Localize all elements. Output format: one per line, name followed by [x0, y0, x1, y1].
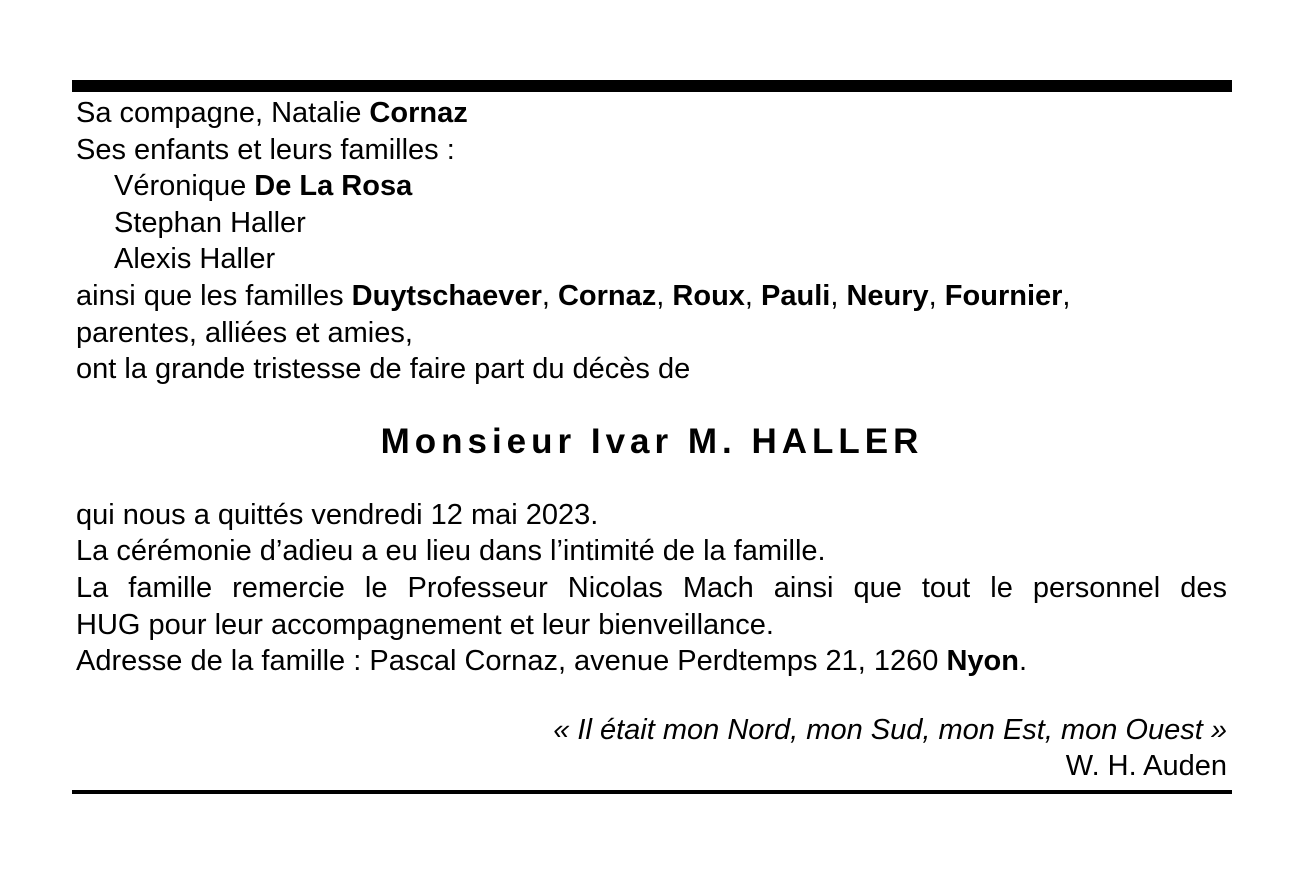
thanks-line-1: La famille remercie le Professeur Nicolas Mach ainsi que tout le personnel des [76, 571, 1227, 604]
bottom-rule [72, 790, 1232, 794]
quote-author: W. H. Auden [1065, 750, 1227, 783]
child-surname: De La Rosa [254, 170, 413, 203]
thanks-paragraph [76, 570, 1227, 643]
quote-block [72, 712, 1232, 785]
partner-surname: Cornaz [369, 97, 468, 129]
child-name: Alexis Haller [114, 243, 276, 276]
families-separator: , [744, 279, 762, 312]
address-end: . [1018, 645, 1028, 678]
announcement-line: ont la grande tristesse de faire part du décès de [76, 353, 691, 386]
partner-prefix: Sa compagne, Natalie [76, 97, 370, 129]
families-end: , [1062, 279, 1071, 312]
family-name: Pauli [761, 279, 831, 312]
children-heading: Ses enfants et leurs familles : [76, 133, 455, 166]
deceased-name: Monsieur Ivar M. HALLER [380, 421, 924, 461]
family-name: Cornaz [557, 279, 657, 312]
details [72, 497, 1232, 680]
child-line-3 [76, 241, 1227, 278]
families-separator: , [656, 279, 673, 312]
families-separator: , [928, 279, 945, 312]
families-separator: , [541, 279, 558, 312]
child-name: Stephan Haller [114, 206, 306, 239]
quote-text: « Il était mon Nord, mon Sud, mon Est, mon Ouest » [553, 713, 1227, 746]
child-first-name: Véronique [114, 170, 255, 203]
address-city: Nyon [946, 645, 1019, 678]
families-separator: , [830, 279, 847, 312]
child-line-1 [76, 168, 1227, 205]
top-rule [72, 80, 1232, 92]
address-line [76, 643, 1227, 680]
families-prefix: ainsi que les familles [76, 279, 352, 312]
death-notice [72, 80, 1232, 794]
family-name: Neury [846, 279, 929, 312]
thanks-line-2: HUG pour leur accompagnement et leur bienveillance. [76, 608, 774, 641]
address-prefix: Adresse de la famille : Pascal Cornaz, avenue Perdtemps 21, 1260 [76, 645, 947, 678]
child-line-2 [76, 205, 1227, 242]
family-name: Roux [672, 279, 745, 312]
date-line: qui nous a quittés vendredi 12 mai 2023. [76, 498, 599, 531]
families-line [76, 278, 1227, 315]
ceremony-line: La cérémonie d’adieu a eu lieu dans l’intimité de la famille. [76, 535, 826, 568]
relatives-line: parentes, alliées et amies, [76, 316, 413, 349]
partner-line [76, 95, 1227, 132]
family-intro [72, 95, 1232, 388]
family-name: Fournier [944, 279, 1063, 312]
family-name: Duytschaever [351, 279, 542, 312]
